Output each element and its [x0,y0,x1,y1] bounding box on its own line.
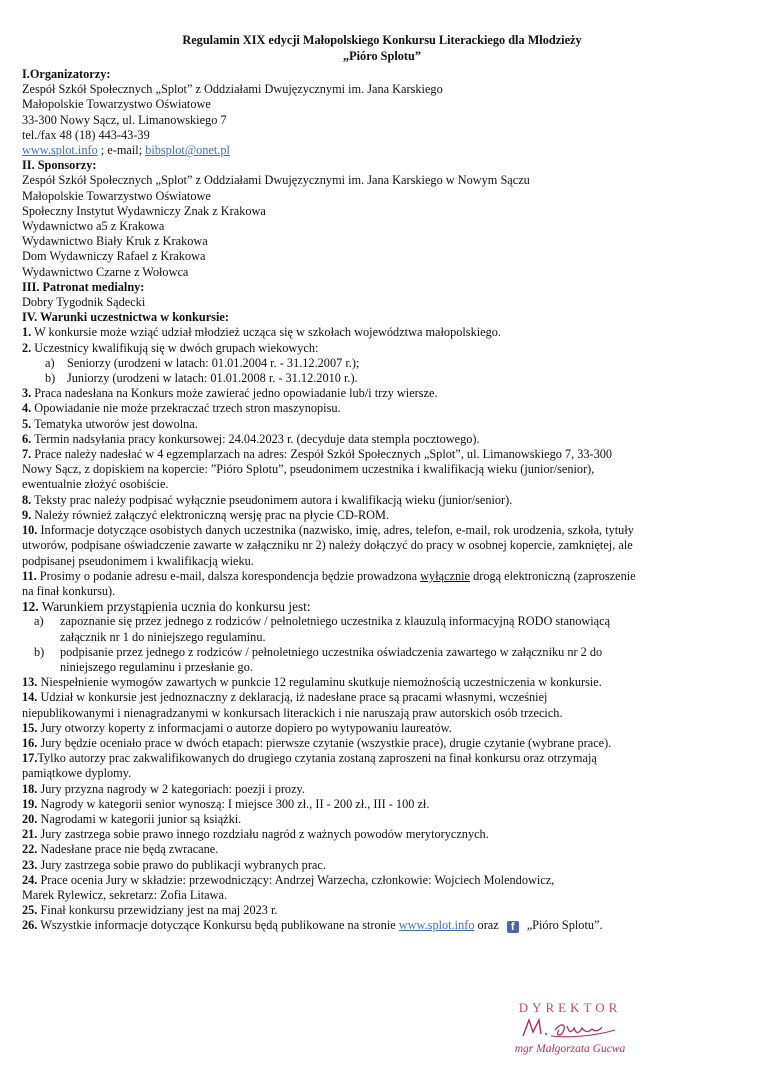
rule-item [22,858,742,873]
rule-number: 21. [22,827,38,842]
rule-text: Prace należy nadesłać w 4 egzemplarzach na adres: Zespół Szkół Społecznych „Splot”, ul. Limanowskiego 7, 33-300 [31,447,613,462]
section-conditions-heading: IV. Warunki uczestnictwa w konkursie: [22,310,229,325]
rule-text: Warunkiem przystąpienia ucznia do konkursu jest: [38,599,311,615]
rule-number: 17. [22,751,38,766]
rule-item [22,690,742,705]
rule-text: Niespełnienie wymogów zawartych w punkcie 12 regulaminu skutkuje niemożnością uczestniczenia w konkursie. [37,675,602,690]
rule-text-continued: pamiątkowe dyplomy. [22,766,132,781]
rule-text: Uczestnicy kwalifikują się w dwóch grupach wiekowych: [31,340,319,355]
rule-number: 8. [22,492,32,507]
rule-number: 2. [22,340,32,355]
rule-number: 16. [22,735,38,750]
organizer-contact [22,143,742,158]
rule-number: 11. [22,568,37,583]
rule-item [22,508,742,523]
section-media-patron-heading: III. Patronat medialny: [22,279,145,294]
rule-item [22,812,742,827]
rule-text: Teksty prac należy podpisać wyłącznie pseudonimem autora i kwalifikacją wieku (junior/senior). [31,492,513,507]
rule-text: Jury zastrzega sobie prawo do publikacji wybranych prac. [37,857,326,872]
rule-item [22,401,742,416]
rule-item [22,721,742,736]
rule-text-continued: podpisanej pseudonimem i kwalifikacją wieku. [22,553,254,568]
sponsor-item: Zespół Szkół Społecznych „Splot” z Oddziałami Dwujęzycznymi im. Jana Karskiego w Nowym Sączu [22,173,530,188]
rule-number: 23. [22,857,38,872]
rule-text: Udział w konkursie jest jednoznaczny z deklaracją, iż nadesłane prace są pracami własnymi, wcześniej [37,690,548,705]
rule-text: Jury zastrzega sobie prawo innego rozdziału nagród z ważnych powodów merytorycznych. [37,827,489,842]
rule-text: Tylko autorzy prac zakwalifikowanych do drugiego czytania zostaną zaproszeni na finał konkursu oraz otrzymają [37,751,597,766]
rule-text: W konkursie może wziąć udział młodzież ucząca się w szkołach województwa małopolskiego. [31,325,501,340]
section-organizers-heading: I.Organizatorzy: [22,67,111,81]
rule-item [22,493,742,508]
director-stamp [470,1000,670,1056]
subitem-text: Juniorzy (urodzeni w latach: 01.01.2008 r. - 31.12.2010 r.). [67,371,358,386]
rule-text: Finał konkursu przewidziany jest na maj 2023 r. [37,903,278,918]
sponsor-item: Wydawnictwo a5 z Krakowa [22,219,165,234]
subitem-text: Seniorzy (urodzeni w latach: 01.01.2004 r. - 31.12.2007 r.); [67,355,360,370]
rule-item [22,417,742,432]
rule-number: 1. [22,325,32,340]
rule-item [22,386,742,401]
rule-number: 20. [22,811,38,826]
rule-number: 10. [22,523,38,538]
rule-text: Nagrody w kategorii senior wynoszą: I miejsce 300 zł., II - 200 zł., III - 100 zł. [37,796,430,811]
rule-item [22,797,742,812]
rule-item [22,736,742,751]
rule-text: Wszystkie informacje dotyczące Konkursu będą publikowane na stronie [37,918,399,933]
rule-number: 6. [22,431,32,446]
rule-number: 19. [22,796,38,811]
rule-text: Prace ocenia Jury w składzie: przewodniczący: Andrzej Warzecha, członkowie: Wojciech Molendowicz, [37,872,555,887]
subitem-text: podpisanie przez jednego z rodziców / pełnoletniego uczestnika oświadczenia zawartego w załączniku nr 2 do [60,644,603,659]
facebook-page-name: „Pióro Splotu”. [526,918,603,933]
rule-text-continued: utworów, podpisane oświadczenie zawarte w załączniku nr 2) należy dołączyć do pracy w osobnej kopercie, zamkniętej, ale [22,538,633,553]
title-line-1: Regulamin XIX edycji Małopolskiego Konkursu Literackiego dla Młodzieży [182,33,582,47]
sponsor-item: Małopolskie Towarzystwo Oświatowe [22,188,211,203]
rule-text: oraz [474,918,499,933]
rule-text: Jury otworzy koperty z informacjami o autorze dopiero po wytypowaniu laureatów. [37,720,452,735]
rule-number: 4. [22,401,32,416]
rule-item [22,325,742,340]
rule-subitem [22,371,742,386]
website-link[interactable]: www.splot.info [22,143,98,158]
rule-subitem [22,356,742,371]
rule-item [22,523,742,538]
rule-item [22,432,742,447]
website-link[interactable]: www.splot.info [398,918,475,933]
rule-item [22,751,742,766]
rule-text: Nadesłane prace nie będą zwracane. [37,842,219,857]
title-line-2: „Pióro Splotu” [342,49,421,63]
subitem-label: b) [45,371,56,386]
rule-number: 22. [22,842,38,857]
rule-item [22,675,742,690]
subitem-text: zapoznanie się przez jednego z rodziców / pełnoletniego uczestnika z klauzulą informacyjną RODO stanowiącą [60,614,611,629]
rule-item [22,873,742,888]
rule-text-continued: na finał konkursu). [22,583,116,598]
rule-text: Praca nadesłana na Konkurs może zawierać jedno opowiadanie lub/i trzy wiersze. [31,386,438,401]
rule-item [22,827,742,842]
organizer-address: 33-300 Nowy Sącz, ul. Limanowskiego 7 [22,112,227,127]
rule-number: 9. [22,507,32,522]
rule-subitem [22,645,742,660]
rule-text: Informacje dotyczące osobistych danych uczestnika (nazwisko, imię, adres, telefon, e-mail, rok urodzenia, szkoła, tytuły [37,523,634,538]
rule-text: Jury przyzna nagrody w 2 kategoriach: poezji i prozy. [37,781,305,796]
rule-item [22,903,742,918]
organizer-line: Małopolskie Towarzystwo Oświatowe [22,97,211,112]
rule-text: drogą elektroniczną (zaproszenie [470,568,636,583]
email-link[interactable]: bibsplot@onet.pl [145,143,230,158]
stamp-title: DYREKTOR [518,1000,622,1015]
rule-item [22,341,742,356]
document-title [22,32,742,64]
subitem-text-continued: niniejszego regulaminu i przesłanie go. [60,659,253,674]
rule-item [22,842,742,857]
rule-item [22,447,742,462]
handwritten-signature [515,1016,625,1040]
sponsor-item: Wydawnictwo Czarne z Wołowca [22,264,189,279]
rule-number: 5. [22,416,32,431]
rule-text: Opowiadanie nie może przekraczać trzech stron maszynopisu. [31,401,341,416]
organizer-line: Zespół Szkół Społecznych „Splot” z Oddziałami Dwujęzycznymi im. Jana Karskiego [22,82,443,97]
rule-text: Należy również załączyć elektroniczną wersję prac na płycie CD-ROM. [31,507,390,522]
rule-number: 15. [22,720,38,735]
sponsor-item: Wydawnictwo Biały Kruk z Krakowa [22,234,208,249]
rule-number: 14. [22,690,38,705]
sponsor-item: Społeczny Instytut Wydawniczy Znak z Krakowa [22,203,266,218]
rule-number: 12. [22,599,39,615]
rule-item [22,918,742,933]
rule-number: 25. [22,903,38,918]
rule-item [22,599,742,614]
director-name: mgr Małgorzata Gucwa [514,1043,626,1056]
rule-number: 3. [22,386,32,401]
rule-text-continued: ewentualnie złożyć osobiście. [22,477,169,492]
rule-number: 7. [22,447,32,462]
rule-item [22,569,742,584]
subitem-label: b) [34,644,45,659]
subitem-label: a) [34,614,44,629]
facebook-icon[interactable]: f [507,921,519,933]
rule-text-continued: Nowy Sącz, z dopiskiem na kopercie: ”Pióro Splotu”, pseudonimem uczestnika i kwalifikacją wieku (junior/senior), [22,462,595,477]
rule-number: 26. [22,918,38,933]
rule-number: 24. [22,872,38,887]
sponsor-item: Dom Wydawniczy Rafael z Krakowa [22,249,206,264]
rule-text: Prosimy o podanie adresu e-mail, dalsza korespondencja będzie prowadzona [36,568,421,583]
subitem-text-continued: załącznik nr 1 do niniejszego regulaminu. [60,629,266,644]
rule-text: Jury będzie oceniało prace w dwóch etapach: pierwsze czytanie (wszystkie prace), drugie czytanie (wybrane prace). [37,735,612,750]
rule-text-continued: Marek Rylewicz, sekretarz: Zofia Litawa. [22,887,228,902]
rule-text: Nagrodami w kategorii junior są książki. [37,811,242,826]
rule-subitem [22,614,742,629]
rule-number: 18. [22,781,38,796]
rule-number: 13. [22,675,38,690]
rule-item [22,782,742,797]
regulation-document [22,32,742,934]
underlined-word: wyłącznie [420,568,471,583]
subitem-label: a) [45,355,55,370]
media-patron: Dobry Tygodnik Sądecki [22,295,146,310]
rule-text-continued: niepublikowanymi i nienagradzanymi w konkursach literackich i nie naruszają praw autorskich osób trzecich. [22,705,563,720]
contact-separator: ; e-mail; [97,143,146,158]
organizer-phone: tel./fax 48 (18) 443-43-39 [22,127,150,142]
rule-text: Termin nadsyłania pracy konkursowej: 24.04.2023 r. (decyduje data stempla pocztowego). [31,431,480,446]
section-sponsors-heading: II. Sponsorzy: [22,158,97,173]
rule-text: Tematyka utworów jest dowolna. [31,416,198,431]
